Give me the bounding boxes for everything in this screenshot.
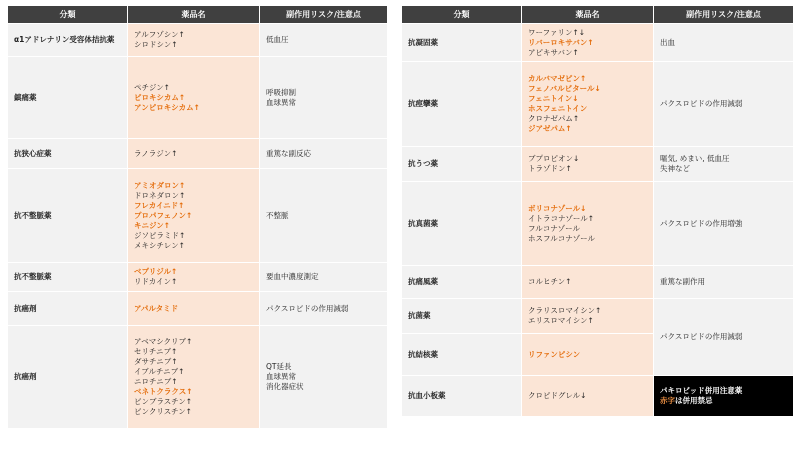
category-cell: 抗痙攣薬 [402,62,522,147]
left-table [7,5,388,429]
drug-name: フレカイニド↑ [134,200,185,210]
risk-text: パクスロビドの作用減弱 [660,99,743,108]
drug-name: イトラコナゾール↑ [528,213,595,223]
drug-name: ベネトクラクス↑ [134,387,193,396]
risk-cell [260,57,388,139]
drug-name: メキシチレン↑ [134,240,185,250]
risk-cell [260,169,388,263]
left-table-body [8,24,388,429]
drug-name: コルヒチン↑ [528,277,572,286]
header-risk: 副作用リスク/注意点 [260,6,388,24]
drug-name: ホスフェニトイン [528,104,588,113]
drug-name: エリスロマイシン↑ [528,316,594,325]
drug-name: ベプリジル↑ [134,267,178,276]
risk-text: 低血圧 [266,35,289,44]
risk-cell [654,299,794,376]
category-cell: 抗不整脈薬 [8,169,128,263]
drug-cell [522,266,654,299]
risk-text: 血球異常 [266,97,296,107]
risk-cell [260,24,388,57]
category-cell: 抗菌薬 [402,299,522,334]
table-row [402,147,794,182]
drug-cell [522,376,654,417]
risk-cell [260,263,388,292]
risk-cell [260,292,388,326]
risk-text: 血球異常 [266,372,296,381]
drug-name: トラゾドン↑ [528,164,572,173]
drug-cell [522,147,654,182]
category-cell: 鎮痛薬 [8,57,128,139]
drug-name: ニロチニブ↑ [134,377,178,386]
table-row [402,266,794,299]
risk-text: パクスロビドの作用減弱 [660,332,743,341]
drug-name: フェニトイン↓ [528,94,579,103]
drug-cell [128,139,260,169]
table-row [8,292,388,326]
right-table-body [402,24,794,417]
drug-cell [128,326,260,429]
risk-cell [654,182,794,266]
drug-cell [128,292,260,326]
category-cell: 抗血小板薬 [402,376,522,417]
category-cell: 抗うつ薬 [402,147,522,182]
drug-cell [128,263,260,292]
drug-name: リファンピシン [528,349,581,359]
risk-cell [654,266,794,299]
legend-note [660,396,787,406]
category-cell: 抗痛風薬 [402,266,522,299]
right-header-row [402,6,794,24]
table-row [402,182,794,266]
drug-name: ドロネダロン↑ [134,190,186,200]
drug-cell [522,24,654,62]
risk-cell [260,326,388,429]
legend-red-word: 赤字 [660,396,675,405]
header-drug: 薬品名 [128,6,260,24]
table-row [8,139,388,169]
drug-name: ペチジン↑ [134,82,170,92]
category-cell: 抗結核薬 [402,334,522,376]
legend-title: パキロビッド併用注意薬 [660,386,743,395]
drug-name: ワーファリン↑↓ [528,27,586,37]
risk-text: パクスロビドの作用減弱 [266,303,349,313]
risk-text: 失神など [660,164,690,173]
drug-cell [522,182,654,266]
drug-name: アベマシクリブ↑ [134,337,193,346]
risk-text: 重篤な副反応 [266,148,311,158]
risk-cell [654,24,794,62]
drug-name: クラリスロマイシン↑ [528,306,602,315]
category-cell: α1アドレナリン受容体拮抗薬 [8,24,128,57]
drug-cell [128,24,260,57]
drug-name: アピキサバン↑ [528,47,579,57]
drug-name: アンピロキシカム↑ [134,102,200,112]
drug-name: ブプロピオン↓ [528,154,580,163]
drug-name: アミオダロン↑ [134,180,186,190]
drug-name: ジアゼパム↑ [528,124,572,133]
category-cell: 抗凝固薬 [402,24,522,62]
table-row [402,24,794,62]
drug-name: ピロキシカム↑ [134,92,186,102]
drug-name: ダサチニブ↑ [134,357,178,366]
drug-cell [128,57,260,139]
drug-name: カルバマゼピン↑ [528,74,587,83]
risk-text: 呼吸抑制 [266,87,296,97]
category-cell: 抗癌剤 [8,292,128,326]
table-row [402,62,794,147]
table-row [402,299,794,334]
risk-cell [654,147,794,182]
drug-name: プロパフェノン↑ [134,210,193,220]
table-row [8,24,388,57]
drug-name: アパルタミド [134,303,179,313]
risk-text: 不整脈 [266,210,289,220]
table-row [8,169,388,263]
risk-text: QT延長 [266,362,292,371]
drug-cell [522,334,654,376]
drug-name: フェノバルビタール↓ [528,84,601,93]
drug-name: アルフゾシン↑ [134,30,185,39]
category-cell: 抗癌剤 [8,326,128,429]
drug-name: ホスフルコナゾール [528,233,595,243]
header-category: 分類 [402,6,522,24]
legend-box [654,376,794,417]
table-row [402,376,794,417]
category-cell: 抗不整脈薬 [8,263,128,292]
legend-suffix: は併用禁忌 [675,396,713,405]
drug-name: ボリコナゾール↓ [528,203,587,213]
header-drug: 薬品名 [522,6,654,24]
right-table [401,5,794,417]
drug-cell [128,169,260,263]
drug-name: ラノラジン↑ [134,148,178,158]
drug-name: クロナゼパム↑ [528,114,580,123]
drug-name: フルコナゾール [528,223,580,233]
table-row [8,57,388,139]
category-cell: 抗真菌薬 [402,182,522,266]
drug-name: セリチニブ↑ [134,347,178,356]
category-cell: 抗狭心症薬 [8,139,128,169]
drug-cell [522,299,654,334]
header-category: 分類 [8,6,128,24]
risk-text: 消化器症状 [266,382,304,391]
drug-name: ジソピラミド↑ [134,230,186,240]
drug-name: リドカイン↑ [134,277,178,286]
table-row [8,263,388,292]
drug-cell [522,62,654,147]
risk-text: パクスロビドの作用増強 [660,218,743,228]
risk-text: 嘔気, めまい, 低血圧 [660,154,730,163]
risk-text: 要血中濃度測定 [266,272,319,281]
drug-name: ビンクリスチン↑ [134,407,192,416]
risk-cell [654,62,794,147]
table-row [8,326,388,429]
risk-text: 重篤な副作用 [660,277,705,286]
drug-name: ビンブラスチン↑ [134,397,193,406]
left-header-row [8,6,388,24]
drug-name: リバーロキサバン↑ [528,37,594,47]
drug-name: クロピドグレル↓ [528,391,587,400]
drug-name: シロドシン↑ [134,40,178,49]
drug-name: キニジン↑ [134,220,171,230]
risk-cell [260,139,388,169]
header-risk: 副作用リスク/注意点 [654,6,794,24]
risk-text: 出血 [660,37,675,47]
drug-name: イブルチニブ↑ [134,367,185,376]
